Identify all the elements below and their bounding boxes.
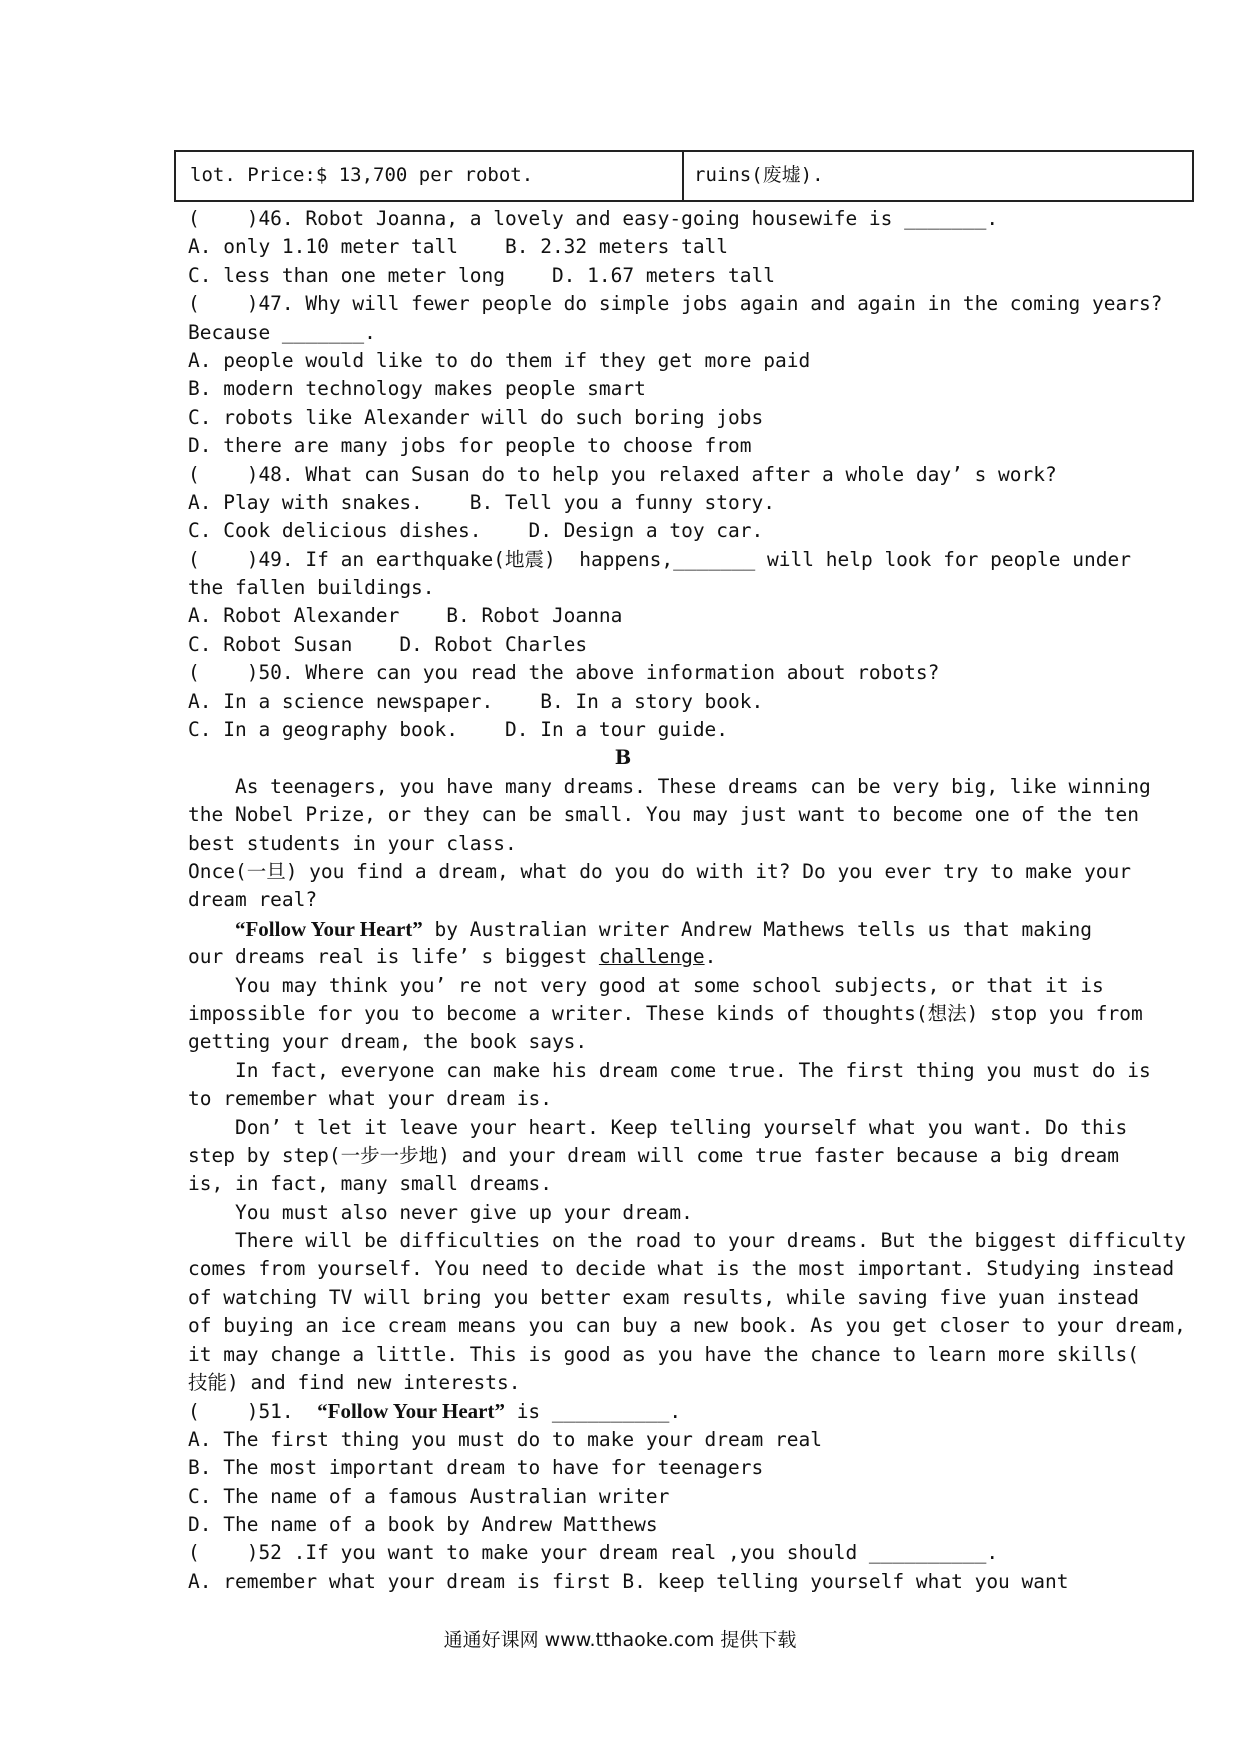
exam-content — [188, 205, 1186, 1596]
passage-line: dream real? — [188, 888, 318, 912]
question-47-option-c: C. robots like Alexander will do such boring jobs — [188, 405, 764, 429]
question-48-options-ab: A. Play with snakes. B. Tell you a funny story. — [188, 490, 775, 514]
question-51-suffix: is __________. — [504, 1400, 682, 1424]
book-title: “Follow Your Heart” — [234, 916, 423, 941]
passage-line: best students in your class. — [188, 831, 517, 855]
passage-line: You must also never give up your dream. — [188, 1200, 693, 1224]
passage-line: of buying an ice cream means you can buy a new book. As you get closer to your dream, — [188, 1314, 1186, 1338]
question-49-options-cd: C. Robot Susan D. Robot Charles — [188, 632, 588, 656]
underlined-word: challenge — [598, 945, 705, 969]
passage-line: impossible for you to become a writer. These kinds of thoughts(想法) stop you from — [188, 1001, 1143, 1025]
question-49-stem: ( )49. If an earthquake(地震) happens,_______ will help look for people under — [188, 547, 1131, 571]
passage-line: There will be difficulties on the road to your dreams. But the biggest difficulty — [188, 1229, 1186, 1253]
question-51-prefix: ( )51. — [188, 1400, 318, 1424]
passage-line: As teenagers, you have many dreams. These dreams can be very big, like winning — [188, 774, 1151, 798]
question-48-options-cd: C. Cook delicious dishes. D. Design a toy car. — [188, 519, 764, 543]
question-50-options-cd: C. In a geography book. D. In a tour guide. — [188, 718, 729, 742]
question-51-option-b: B. The most important dream to have for teenagers — [188, 1456, 764, 1480]
book-title: “Follow Your Heart” — [317, 1399, 505, 1424]
question-49-stem-cont: the fallen buildings. — [188, 576, 435, 600]
question-51-option-a: A. The first thing you must do to make your dream real — [188, 1427, 822, 1451]
passage-line: Once(一旦) you find a dream, what do you do with it? Do you ever try to make your — [188, 859, 1131, 883]
question-52-stem: ( )52 .If you want to make your dream real ,you should __________. — [188, 1541, 999, 1565]
passage-line: is, in fact, many small dreams. — [188, 1172, 552, 1196]
question-50-options-ab: A. In a science newspaper. B. In a story book. — [188, 689, 764, 713]
passage-line: In fact, everyone can make his dream come true. The first thing you must do is — [188, 1058, 1151, 1082]
question-47-stem-cont: Because _______. — [188, 320, 376, 344]
question-49-options-ab: A. Robot Alexander B. Robot Joanna — [188, 604, 623, 628]
question-46-options-ab: A. only 1.10 meter tall B. 2.32 meters tall — [188, 235, 729, 259]
passage-line: You may think you’ re not very good at some school subjects, or that it is — [188, 973, 1104, 997]
answer-table-fragment — [174, 150, 1194, 202]
question-47-stem: ( )47. Why will fewer people do simple jobs again and again in the coming years? — [188, 292, 1163, 316]
question-52-options-ab: A. remember what your dream is first B. keep telling yourself what you want — [188, 1569, 1069, 1593]
passage-line: Don’ t let it leave your heart. Keep telling yourself what you want. Do this — [188, 1115, 1128, 1139]
question-47-option-d: D. there are many jobs for people to choose from — [188, 434, 752, 458]
page-footer: 通通好课网 www.tthaoke.com 提供下载 — [443, 1629, 797, 1651]
question-46-options-cd: C. less than one meter long D. 1.67 meters tall — [188, 263, 775, 287]
question-46-stem: ( )46. Robot Joanna, a lovely and easy-going housewife is _______. — [188, 207, 999, 230]
table-cell-right: ruins(废墟). — [694, 164, 824, 186]
passage-line: step by step(一步一步地) and your dream will come true faster because a big dream — [188, 1143, 1120, 1167]
question-47-option-a: A. people would like to do them if they get more paid — [188, 348, 811, 372]
passage-line: getting your dream, the book says. — [188, 1030, 588, 1054]
passage-line: to remember what your dream is. — [188, 1087, 552, 1111]
question-50-stem: ( )50. Where can you read the above information about robots? — [188, 661, 940, 685]
passage-text: . — [704, 945, 717, 969]
passage-line: the Nobel Prize, or they can be small. You may just want to become one of the ten — [188, 803, 1139, 827]
question-51-option-d: D. The name of a book by Andrew Matthews — [188, 1512, 658, 1536]
passage-line — [188, 915, 1092, 943]
question-51-stem — [188, 1397, 1058, 1425]
question-47-option-b: B. modern technology makes people smart — [188, 377, 646, 401]
section-heading-b: B — [614, 746, 632, 770]
passage-line: comes from yourself. You need to decide what is the most important. Studying instead — [188, 1257, 1175, 1281]
passage-line: it may change a little. This is good as you have the chance to learn more skills( — [188, 1342, 1139, 1366]
question-48-stem: ( )48. What can Susan do to help you relaxed after a whole day’ s work? — [188, 462, 1057, 486]
passage-line: of watching TV will bring you better exam results, while saving five yuan instead — [188, 1285, 1139, 1309]
passage-line — [188, 943, 1058, 971]
passage-text: by Australian writer Andrew Mathews tells us that making — [422, 917, 1092, 941]
question-51-option-c: C. The name of a famous Australian writer — [188, 1484, 670, 1508]
table-cell-left: lot. Price:$ 13,700 per robot. — [176, 152, 684, 200]
passage-line: 技能) and find new interests. — [188, 1371, 521, 1395]
passage-text: our dreams real is life’ s biggest — [188, 945, 599, 969]
